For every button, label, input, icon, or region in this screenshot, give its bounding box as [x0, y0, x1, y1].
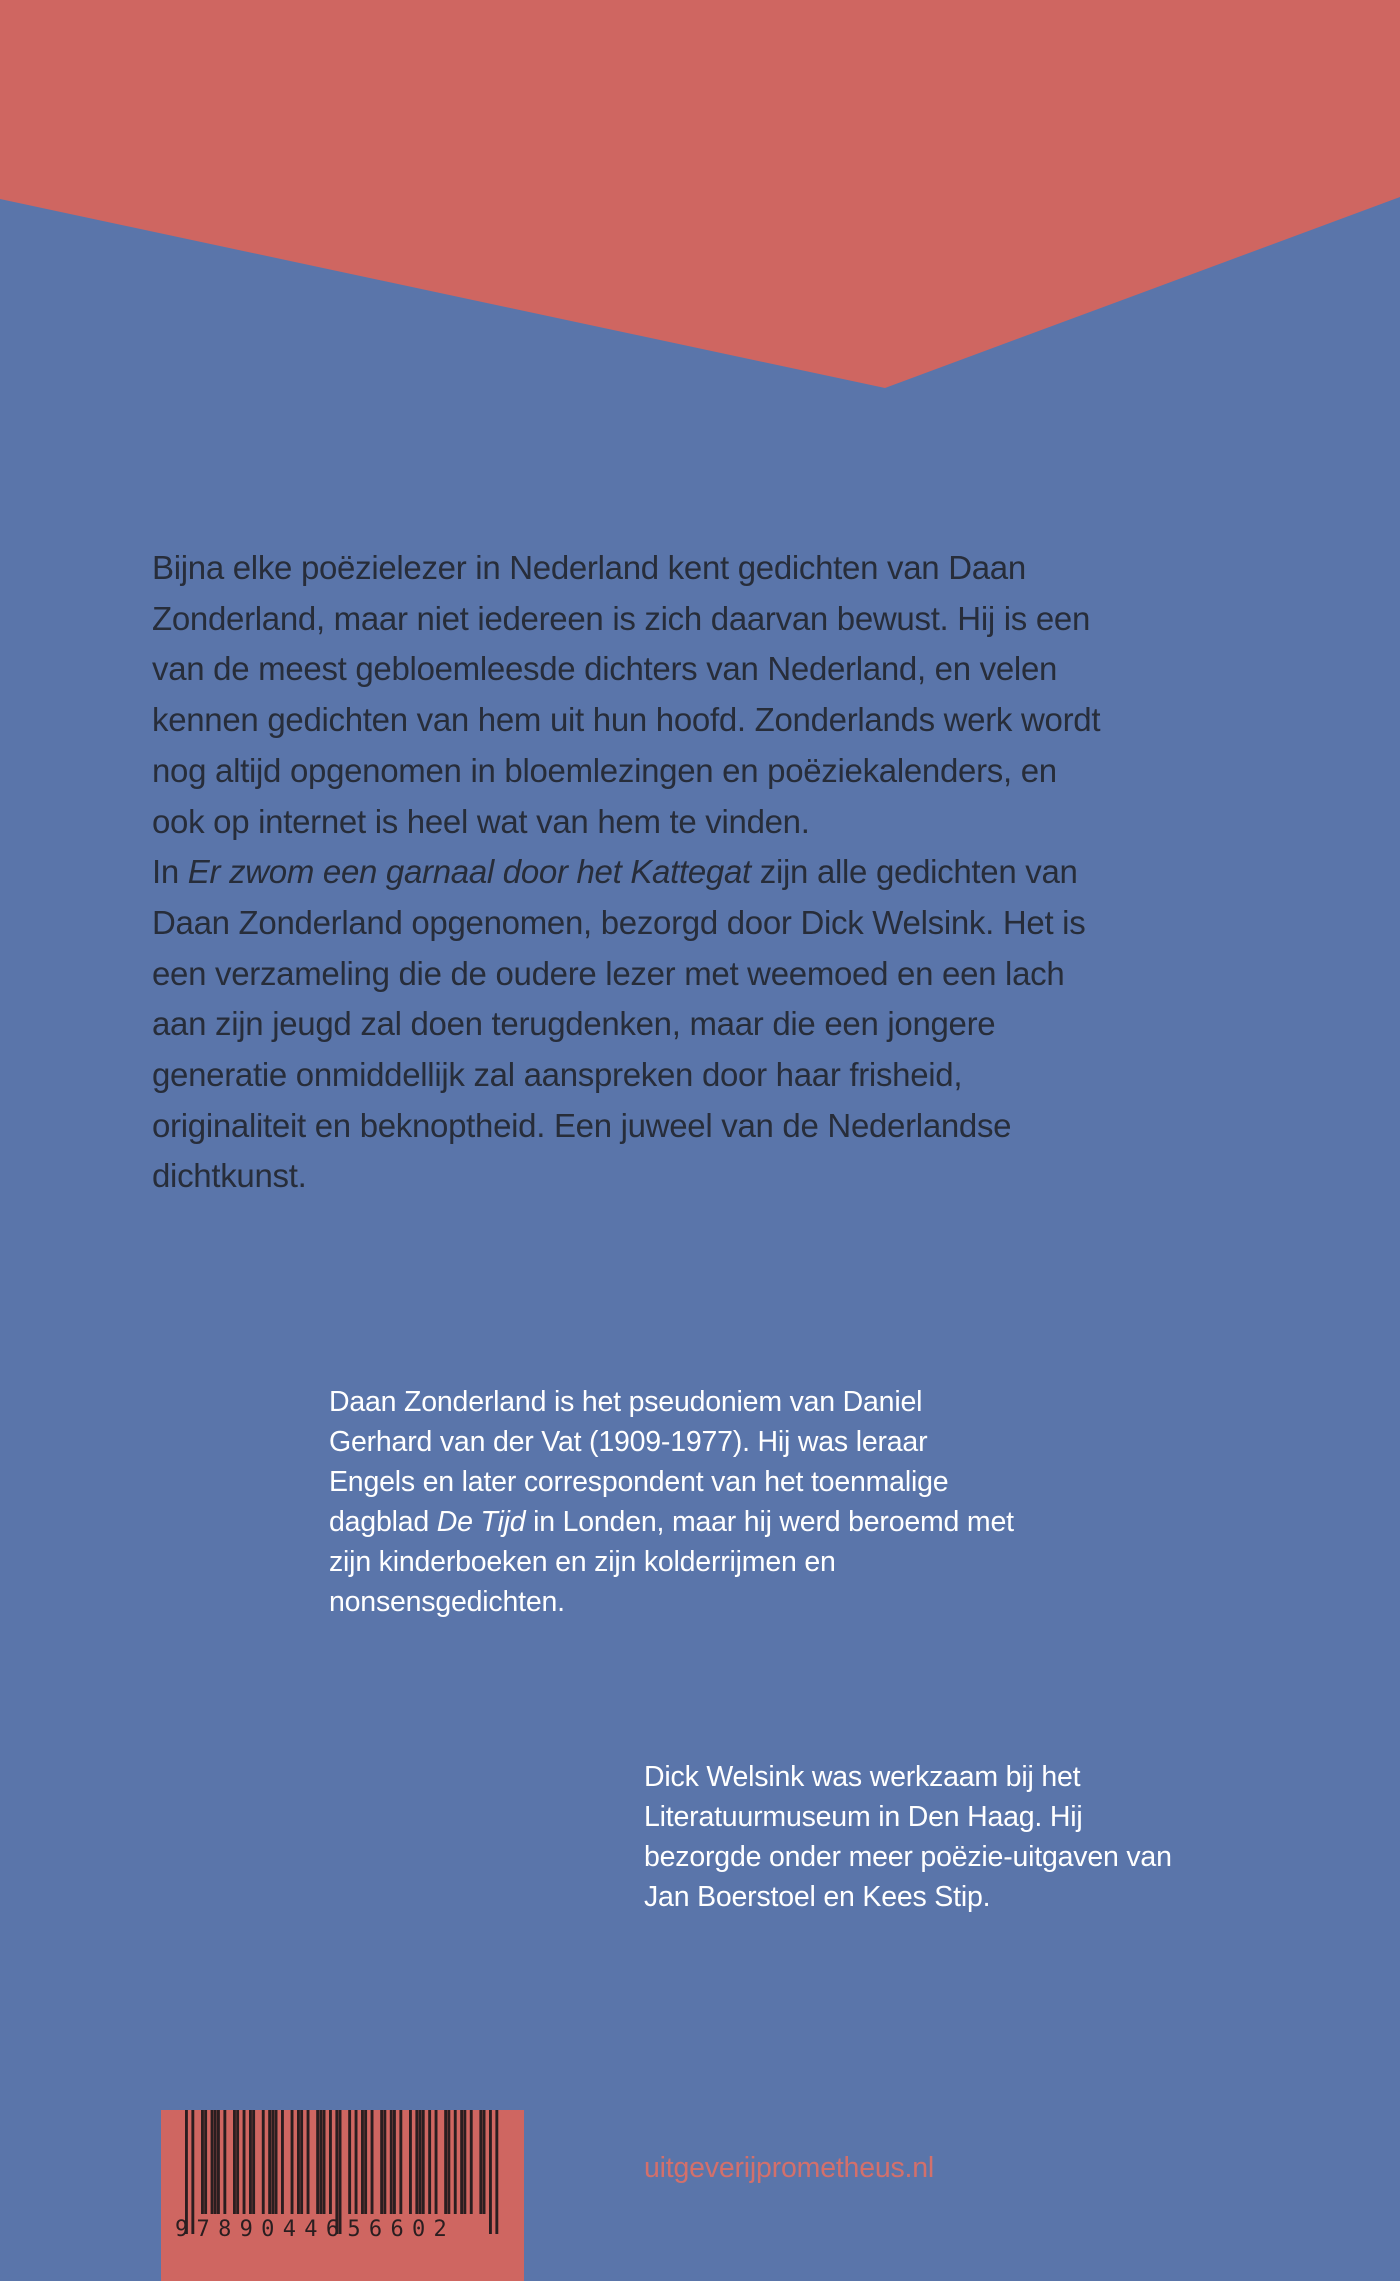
- barcode-bar: [236, 2110, 239, 2214]
- isbn-digits: 9789044656602: [175, 2217, 456, 2242]
- top-chevron-band: [0, 0, 1400, 390]
- barcode-box: [161, 2110, 524, 2281]
- barcode-bar: [217, 2110, 220, 2214]
- barcode-bar: [262, 2110, 265, 2214]
- barcode-bar: [483, 2110, 486, 2214]
- barcode-bar: [191, 2110, 194, 2234]
- blurb-paragraph-1: Bijna elke poëzielezer in Nederland kent gedichten van Daan Zonderland, maar niet iedereen is zich daarvan bewust. Hij is een van de meest gebloemleesde dichters van Nederland, en velen kennen gedichten van hem uit hun hoofd. Zonderlands werk wordt nog altijd opgenomen in bloemlezingen en poëziekalenders, en ook op internet is heel wat van hem te vinden.: [152, 549, 1101, 840]
- barcode-bar: [447, 2110, 450, 2214]
- newspaper-title: De Tijd: [436, 1506, 526, 1538]
- barcode-bar: [281, 2110, 284, 2214]
- barcode-bar: [307, 2110, 310, 2214]
- barcode-bar: [454, 2110, 457, 2214]
- barcode-bar: [252, 2110, 255, 2214]
- barcode-bar: [399, 2110, 402, 2214]
- barcode-bar: [204, 2110, 207, 2214]
- barcode-bar: [460, 2110, 463, 2214]
- barcode-bar: [201, 2110, 204, 2214]
- barcode-bar: [495, 2110, 498, 2234]
- blurb: [152, 543, 1112, 1202]
- barcode-bar: [422, 2110, 425, 2214]
- barcode-icon: [161, 2110, 524, 2281]
- barcode-bar: [329, 2110, 332, 2214]
- barcode-bar: [297, 2110, 300, 2214]
- barcode-bar: [393, 2110, 396, 2214]
- barcode-bar: [335, 2110, 338, 2234]
- blurb-paragraph-2: [152, 847, 1112, 1202]
- barcode-bar: [316, 2110, 319, 2214]
- blurb-paragraph-2-rest: zijn alle gedichten van Daan Zonderland opgenomen, bezorgd door Dick Welsink. Het is een verzameling die de oudere lezer met weemoed en een lach aan zijn jeugd zal doen terugdenken, maar die een jongere generatie onmiddellijk zal aanspreken door haar frisheid, originaliteit en beknoptheid. Een juweel van de Nederlandse dichtkunst.: [152, 853, 1086, 1195]
- barcode-bar: [339, 2110, 342, 2234]
- barcode-bar: [185, 2110, 188, 2234]
- barcode-bar: [383, 2110, 386, 2214]
- barcode-bar: [361, 2110, 364, 2214]
- barcode-bar: [268, 2110, 271, 2214]
- barcode-bar: [489, 2110, 492, 2234]
- barcode-bar: [275, 2110, 278, 2214]
- barcode-bar: [211, 2110, 214, 2214]
- barcode-bar: [380, 2110, 383, 2214]
- barcode-bar: [371, 2110, 374, 2214]
- barcode-bar: [390, 2110, 393, 2214]
- editor-bio: [644, 1757, 1204, 1917]
- barcode-bar: [233, 2110, 236, 2214]
- barcode-bar: [479, 2110, 482, 2214]
- author-bio: [329, 1382, 1019, 1622]
- barcode-bar: [415, 2110, 418, 2214]
- barcode-bar: [428, 2110, 431, 2214]
- barcode-bar: [435, 2110, 438, 2214]
- barcode-bar: [249, 2110, 252, 2214]
- barcode-bar: [470, 2110, 473, 2214]
- barcode-bar: [214, 2110, 217, 2214]
- barcode-bar: [323, 2110, 326, 2214]
- barcode-bar: [271, 2110, 274, 2214]
- editor-bio-text: Dick Welsink was werkzaam bij het Literatuurmuseum in Den Haag. Hij bezorgde onder meer poëzie-uitgaven van Jan Boerstoel en Kees Stip.: [644, 1761, 1172, 1913]
- barcode-bar: [444, 2110, 447, 2214]
- author-bio-lead: Daan Zonderland is het pseudoniem van Daniel Gerhard van der Vat (1909-1977). Hij was leraar Engels en later correspondent van het toenmalige dagblad: [329, 1386, 949, 1538]
- author-bio-rest: in Londen, maar hij werd beroemd met zijn kinderboeken en zijn kolderrijmen en nonsensgedichten.: [329, 1506, 1014, 1618]
- barcode-bar: [319, 2110, 322, 2214]
- barcode-bar: [419, 2110, 422, 2214]
- publisher-url[interactable]: uitgeverijprometheus.nl: [644, 2152, 935, 2184]
- barcode-bar: [348, 2110, 351, 2214]
- barcode-bar: [300, 2110, 303, 2214]
- book-title: Er zwom een garnaal door het Kattegat: [187, 853, 751, 891]
- barcode-bar: [409, 2110, 412, 2214]
- barcode-bar: [364, 2110, 367, 2214]
- barcode-bar: [243, 2110, 246, 2214]
- blurb-paragraph-2-lead: In: [152, 853, 188, 891]
- barcode-bar: [355, 2110, 358, 2214]
- barcode-bar: [223, 2110, 226, 2214]
- barcode-bar: [463, 2110, 466, 2214]
- barcode-bar: [291, 2110, 294, 2214]
